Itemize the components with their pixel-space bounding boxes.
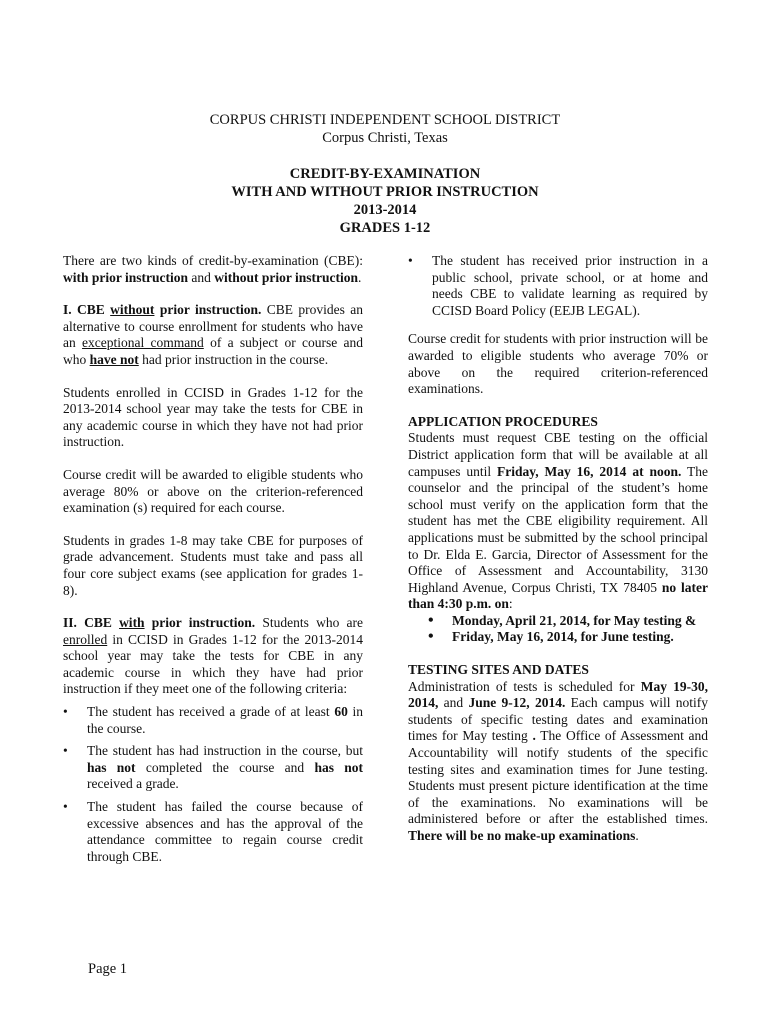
title-line-2: WITH AND WITHOUT PRIOR INSTRUCTION xyxy=(231,184,539,200)
right-column xyxy=(408,253,708,861)
testing-sites xyxy=(408,662,708,845)
document-title xyxy=(0,165,770,237)
list-item: • The student has received a grade of at least 60 in the course. xyxy=(63,704,363,736)
left-column xyxy=(63,253,363,881)
prior-instruction-list xyxy=(408,253,708,319)
page-number: Page 1 xyxy=(88,961,128,977)
credit-70-paragraph: Course credit for students with prior instruction will be awarded to eligible students who average 70% or above on the required criterion-referenced examinations. xyxy=(408,331,708,397)
district-city: Corpus Christi, Texas xyxy=(322,130,448,146)
document-header xyxy=(0,111,770,147)
section-1-paragraph: I. CBE without prior instruction. CBE provides an alternative to course enrollment for students who have an exceptional command of a subject or course and who have not had prior instruction in the course. xyxy=(63,302,363,367)
deadline-list xyxy=(408,613,708,646)
title-grades: GRADES 1-12 xyxy=(339,220,431,236)
title-line-1: CREDIT-BY-EXAMINATION xyxy=(289,166,481,182)
application-procedures xyxy=(408,414,708,646)
list-item: • Friday, May 16, 2014, for June testing. xyxy=(428,628,674,646)
section-heading: APPLICATION PROCEDURES xyxy=(408,413,598,429)
testing-paragraph: Administration of tests is scheduled for May 19-30, 2014, and June 9-12, 2014. Each campus will notify students of specific testing dates and examination times for May testing . The Office of Assessment and Accountability will notify students of the specific testing sites and examination times for June testing. Students must present picture identification at the time of the examinations. No examinations will be administered before or after the established times. There will be no make-up examinations. xyxy=(408,678,709,843)
section-heading: TESTING SITES AND DATES xyxy=(408,662,589,678)
application-paragraph: Students must request CBE testing on the official District application form that will be available at all campuses until Friday, May 16, 2014 at noon. The counselor and the principal of the student’s home school must verify on the application form that the student has met the CBE eligibility requirement. All applications must be submitted by the school principal to Dr. Elda E. Garcia, Director of Assessment for the Office of Assessment and Accountability, 3130 Highland Avenue, Corpus Christi, TX 78405 no later than 4:30 p.m. on: xyxy=(408,430,708,612)
intro-paragraph: There are two kinds of credit-by-examination (CBE): with prior instruction and without prior instruction. xyxy=(63,253,363,285)
enrolled-paragraph: Students enrolled in CCISD in Grades 1-12 for the 2013-2014 school year may take the tests for CBE in any academic course in which they have not had prior instruction. xyxy=(63,384,363,450)
district-name: CORPUS CHRISTI INDEPENDENT SCHOOL DISTRICT xyxy=(209,112,561,128)
list-item: • The student has had instruction in the course, but has not completed the course and has not received a grade. xyxy=(63,743,364,792)
section-2-paragraph: II. CBE with prior instruction. Students who are enrolled in CCISD in Grades 1-12 for the 2013-2014 school year may take the tests for CBE in any academic course in which they have had prior instruction if they meet one of the following criteria: xyxy=(63,615,364,697)
criteria-list xyxy=(63,704,363,865)
grades-1-8-paragraph: Students in grades 1-8 may take CBE for purposes of grade advancement. Students must take and pass all four core subject exams (see application for grades 1-8). xyxy=(63,532,363,598)
credit-80-paragraph: Course credit will be awarded to eligible students who average 80% or above on the criterion-referenced examination (s) required for each course. xyxy=(63,466,363,516)
list-item: • The student has received prior instruction in a public school, private school, or at home and needs CBE to validate learning as required by CCISD Board Policy (EEJB LEGAL). xyxy=(408,253,708,318)
title-year: 2013-2014 xyxy=(353,202,417,218)
list-item: • Monday, April 21, 2014, for May testing & xyxy=(428,611,697,629)
list-item: • The student has failed the course because of excessive absences and has the approval of the attendance committee to regain course credit through CBE. xyxy=(63,799,363,864)
